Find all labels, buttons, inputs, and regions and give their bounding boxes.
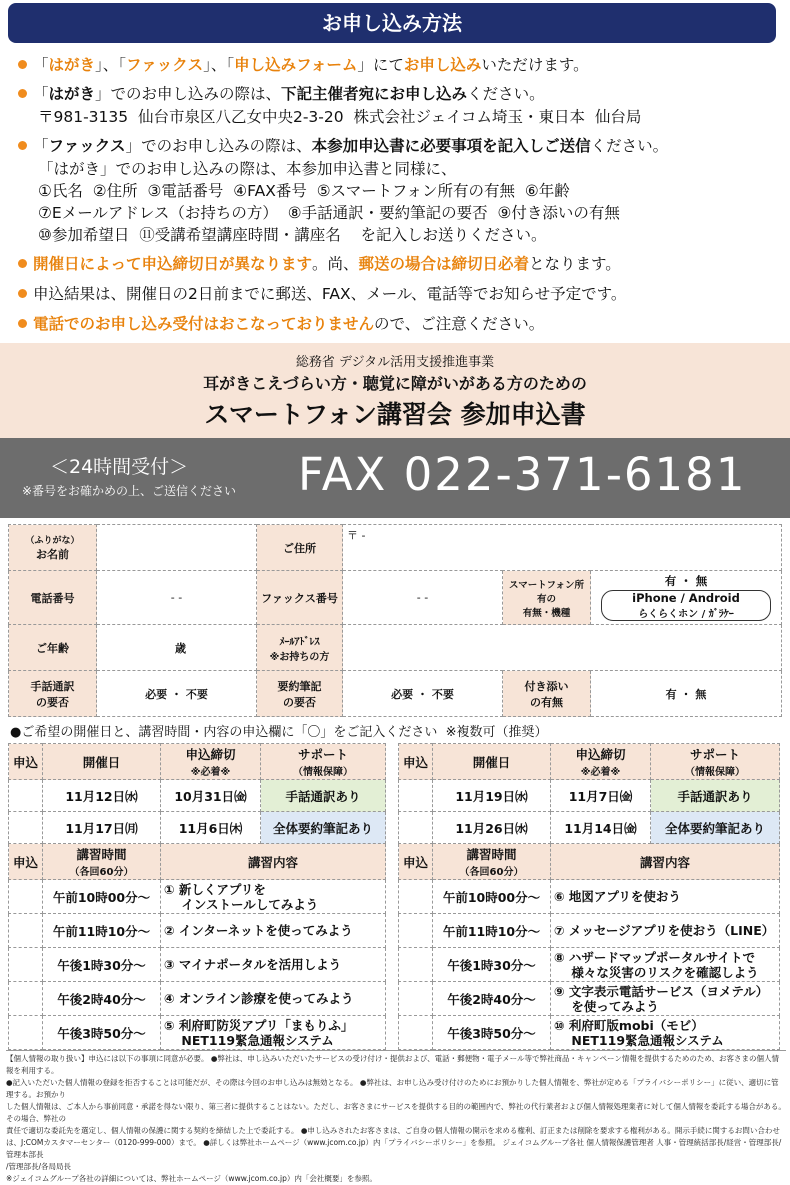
smartphone-types2: らくらくホン / ｶﾞﾗｹｰ <box>638 609 734 620</box>
support-header <box>261 744 386 780</box>
date-header: 開催日 <box>43 744 161 780</box>
bullet-2-address: 〒981-3135 仙台市泉区八乙女中央2-3-20 株式会社ジェイコム埼玉・東日本 仙台局 <box>38 108 642 126</box>
session-checkbox[interactable] <box>399 948 433 982</box>
bullet-3-line5: ⑩参加希望日 ⑪受講希望講座時間・講座名 を記入しお送りください。 <box>38 226 547 244</box>
smartphone-label: スマートフォン所有の 有無・機種 <box>503 571 591 625</box>
support-header-note: （情報保障） <box>685 767 745 778</box>
session-content-line2: NET119緊急通報システム <box>554 1032 724 1048</box>
event-support: 全体要約筆記あり <box>651 812 780 844</box>
privacy-footer <box>6 1050 786 1185</box>
summary-options: 必要 ・ 不要 <box>391 687 454 701</box>
apply-header: 申込 <box>9 744 43 780</box>
time-header <box>43 844 161 880</box>
session-content <box>551 948 780 982</box>
event-date: 11月19日㈬ <box>433 780 551 812</box>
fax-field[interactable] <box>343 571 503 625</box>
session-content-line2: 様々な災害のリスクを確認しよう <box>554 964 759 980</box>
fax-hours: ＜24時間受付＞ <box>50 456 189 478</box>
event-date: 11月26日㈬ <box>433 812 551 844</box>
bullet-1: 「はがき」、「ファックス」、「申し込みフォーム」にてお申し込みいただけます。 <box>18 54 778 76</box>
apply-checkbox[interactable] <box>9 780 43 812</box>
session-time: 午前10時00分～ <box>433 880 551 914</box>
session-content-line1: ③ マイナポータルを活用しよう <box>164 957 342 972</box>
phone-dashes: - - <box>170 591 183 604</box>
session-content-line1: ⑧ ハザードマップポータルサイトで <box>554 949 756 965</box>
name-label: お名前 <box>36 548 69 561</box>
session-checkbox[interactable] <box>9 948 43 982</box>
session-time: 午前11時10分～ <box>43 914 161 948</box>
bullet-4: 開催日によって申込締切日が異なります。尚、郵送の場合は締切日必着となります。 <box>18 253 778 275</box>
time-header-label: 講習時間 <box>76 847 127 862</box>
footer-line: した個人情報は、ご本人から事前同意・承諾を得ない限り、第三者に提供することはない。ただし、お客さまにサービスを提供する目的の範囲内で、弊社の代行業者および個人情報処理業者に対して個人情報を委託する場合がある。その場合、弊社の <box>6 1102 786 1123</box>
bullet-2: 「はがき」でのお申し込みの際は、下記主催者宛にお申し込みください。 <box>18 83 778 105</box>
event-date: 11月12日㈬ <box>43 780 161 812</box>
session-checkbox[interactable] <box>399 1016 433 1050</box>
escort-options: 有 ・ 無 <box>665 687 707 701</box>
support-header-label: サポート <box>297 747 348 762</box>
form-title: スマートフォン講習会 参加申込書 <box>204 400 586 429</box>
session-content-line1: ⑦ メッセージアプリを使おう（LINE） <box>554 923 775 938</box>
name-field[interactable] <box>97 525 257 571</box>
bullet-dot-icon <box>18 319 27 328</box>
support-header-note: （情報保障） <box>293 767 353 778</box>
session-checkbox[interactable] <box>9 880 43 914</box>
footer-line: ※ジェイコムグループ各社の詳細については、弊社ホームページ（www.jcom.co.jp）内「会社概要」を参照。 <box>6 1174 377 1183</box>
session-content-line2: を使ってみよう <box>554 998 659 1014</box>
bullet-dot-icon <box>18 60 27 69</box>
bullet-3: 「ファックス」でのお申し込みの際は、本参加申込書に必要事項を記入しご送信ください。 <box>18 135 778 157</box>
event-date: 11月17日㈪ <box>43 812 161 844</box>
session-time: 午後2時40分～ <box>43 982 161 1016</box>
session-content-line2: NET119緊急通報システム <box>164 1032 334 1048</box>
deadline-header-note: ※必着※ <box>190 767 231 778</box>
content-header: 講習内容 <box>551 844 780 880</box>
session-time: 午前11時10分～ <box>433 914 551 948</box>
email-label: ﾒｰﾙｱﾄﾞﾚｽ ※お持ちの方 <box>257 625 343 671</box>
session-time: 午後3時50分～ <box>433 1016 551 1050</box>
summary-field[interactable] <box>343 671 503 717</box>
smartphone-types: iPhone / Android <box>632 591 740 605</box>
session-content <box>551 982 780 1016</box>
session-content-line1: ⑩ 利府町版mobi（モビ） <box>554 1017 704 1033</box>
session-checkbox[interactable] <box>9 982 43 1016</box>
session-checkbox[interactable] <box>9 1016 43 1050</box>
address-field[interactable] <box>343 525 782 571</box>
date-header: 開催日 <box>433 744 551 780</box>
session-content <box>551 914 780 948</box>
bullet-3-line2: 「はがき」でのお申し込みの際は、本参加申込書と同様に、 <box>38 160 457 178</box>
session-content <box>551 1016 780 1050</box>
schedule-left <box>8 743 386 1050</box>
session-content <box>161 982 386 1016</box>
time-header-note: （各回60分） <box>69 867 134 878</box>
postal-mark: 〒 - <box>347 529 366 542</box>
apply-checkbox[interactable] <box>399 780 433 812</box>
session-content-line1: ① 新しくアプリを <box>164 881 266 897</box>
session-content <box>161 880 386 914</box>
schedule-note: ●ご希望の開催日と、講習時間・内容の申込欄に「〇」をご記入ください ※複数可（推奨） <box>10 725 548 740</box>
session-content-line1: ④ オンライン診療を使ってみよう <box>164 991 354 1006</box>
session-content-line1: ⑨ 文字表示電話サービス（ヨメテル） <box>554 983 769 999</box>
session-time: 午後1時30分～ <box>43 948 161 982</box>
sign-language-field[interactable] <box>97 671 257 717</box>
session-content-line2: インストールしてみよう <box>164 896 319 912</box>
phone-label: 電話番号 <box>9 571 97 625</box>
apply-header: 申込 <box>9 844 43 880</box>
session-time: 午後1時30分～ <box>433 948 551 982</box>
age-unit: 歳 <box>175 641 186 655</box>
deadline-header-note: ※必着※ <box>580 767 621 778</box>
bullet-5: 申込結果は、開催日の2日前までに郵送、FAX、メール、電話等でお知らせ予定です。 <box>18 283 778 305</box>
session-time: 午前10時00分～ <box>43 880 161 914</box>
footer-line: 【個人情報の取り扱い】申込には以下の事項に同意が必要。 ●弊社は、申し込みいただいたサービスの受け付け・提供および、電話・郵便物・電子メール等で弊社商品・キャンペーン情報を提供するためのため、お客さまの個人情報を利用する。 <box>6 1054 780 1075</box>
session-content-line1: ② インターネットを使ってみよう <box>164 923 353 938</box>
bullet-dot-icon <box>18 89 27 98</box>
deadline-header-label: 申込締切 <box>185 747 236 762</box>
sign-language-options: 必要 ・ 不要 <box>145 687 208 701</box>
ministry-label: 総務省 デジタル活用支援推進事業 <box>295 355 495 370</box>
summary-label: 要約筆記 の要否 <box>257 671 343 717</box>
session-time: 午後2時40分～ <box>433 982 551 1016</box>
event-deadline: 10月31日㈮ <box>161 780 261 812</box>
bullet-3-line3: ①氏名 ②住所 ③電話番号 ④FAX番号 ⑤スマートフォン所有の有無 ⑥年齢 <box>38 182 570 200</box>
sign-language-label: 手話通訳 の要否 <box>9 671 97 717</box>
fax-number: FAX 022-371-6181 <box>298 448 747 501</box>
bullet-3-line4: ⑦Eメールアドレス（お持ちの方） ⑧手話通訳・要約筆記の要否 ⑨付き添いの有無 <box>38 204 620 222</box>
support-header-label: サポート <box>689 747 740 762</box>
session-content-line1: ⑤ 利府町防災アプリ「まもりふ」 <box>164 1017 354 1033</box>
content-header: 講習内容 <box>161 844 386 880</box>
event-support: 全体要約筆記あり <box>261 812 386 844</box>
session-content <box>161 1016 386 1050</box>
escort-label: 付き添い の有無 <box>503 671 591 717</box>
session-checkbox[interactable] <box>399 982 433 1016</box>
apply-header: 申込 <box>399 844 433 880</box>
apply-checkbox[interactable] <box>9 812 43 844</box>
event-support: 手話通訳あり <box>261 780 386 812</box>
event-support: 手話通訳あり <box>651 780 780 812</box>
apply-checkbox[interactable] <box>399 812 433 844</box>
session-checkbox[interactable] <box>399 880 433 914</box>
deadline-header-label: 申込締切 <box>575 747 626 762</box>
bullet-dot-icon <box>18 141 27 150</box>
apply-header: 申込 <box>399 744 433 780</box>
footer-line: ●記入いただいた個人情報の登録を拒否することは可能だが、その際は今回のお申し込みは無効となる。 ●弊社は、お申し込み受け付けのためにお預かりした個人情報を、弊社が定める「プライバシーポリシー」に従い、適切に管理する。お預かり <box>6 1078 779 1099</box>
fax-note: ※番号をお確かめの上、ご送信ください <box>22 484 237 498</box>
age-field[interactable] <box>97 625 257 671</box>
email-field[interactable] <box>343 625 782 671</box>
footer-line: 責任で適切な委託先を選定し、個人情報の保護に関する契約を締結した上で委託する。 ●申し込みされたお客さまは、ご自身の個人情報の開示を求める権利、訂正または削除を要求する権利がある。開示手続に関するお問い合わせ <box>6 1126 780 1135</box>
time-header-label: 講習時間 <box>466 847 517 862</box>
fax-label: ファックス番号 <box>257 571 343 625</box>
time-header-note: （各回60分） <box>459 867 524 878</box>
session-content-line1: ⑥ 地図アプリを使おう <box>554 889 681 904</box>
schedule-right <box>398 743 780 1050</box>
escort-field[interactable] <box>591 671 782 717</box>
smartphone-yn: 有 ・ 無 <box>664 574 708 588</box>
bullet-6: 電話でのお申し込み受付はおこなっておりませんので、ご注意ください。 <box>18 313 778 335</box>
event-deadline: 11月7日㈮ <box>551 780 651 812</box>
event-deadline: 11月14日㈮ <box>551 812 651 844</box>
bullet-dot-icon <box>18 259 27 268</box>
smartphone-field[interactable] <box>591 571 782 625</box>
age-label: ご年齢 <box>9 625 97 671</box>
session-content <box>551 880 780 914</box>
time-header <box>433 844 551 880</box>
event-deadline: 11月6日㈭ <box>161 812 261 844</box>
section-header: お申し込み方法 <box>8 3 776 43</box>
application-form <box>8 524 782 717</box>
phone-field[interactable] <box>97 571 257 625</box>
session-checkbox[interactable] <box>9 914 43 948</box>
bullet-dot-icon <box>18 289 27 298</box>
session-checkbox[interactable] <box>399 914 433 948</box>
session-time: 午後3時50分～ <box>43 1016 161 1050</box>
deadline-header <box>161 744 261 780</box>
support-header <box>651 744 780 780</box>
session-content <box>161 948 386 982</box>
furigana-label: （ふりがな） <box>25 536 80 546</box>
form-subtitle: 耳がきこえづらい方・聴覚に障がいがある方のための <box>203 374 587 393</box>
footer-line: は、J:COMカスタマーセンター（0120-999-000）まで。 ●詳しくは弊社ホームページ（www.jcom.co.jp）内「プライバシーポリシー」を参照。 ジェイコムグループ各社 個人情報保護管理者 人事・管理統括部長/経営・管理部長/管理本部長 <box>6 1138 782 1159</box>
fax-dashes: - - <box>416 591 429 604</box>
title-block <box>0 343 790 438</box>
address-label: ご住所 <box>257 525 343 571</box>
fax-banner <box>0 438 790 518</box>
session-content <box>161 914 386 948</box>
footer-line: /管理部長/各局局長 <box>6 1162 72 1171</box>
deadline-header <box>551 744 651 780</box>
